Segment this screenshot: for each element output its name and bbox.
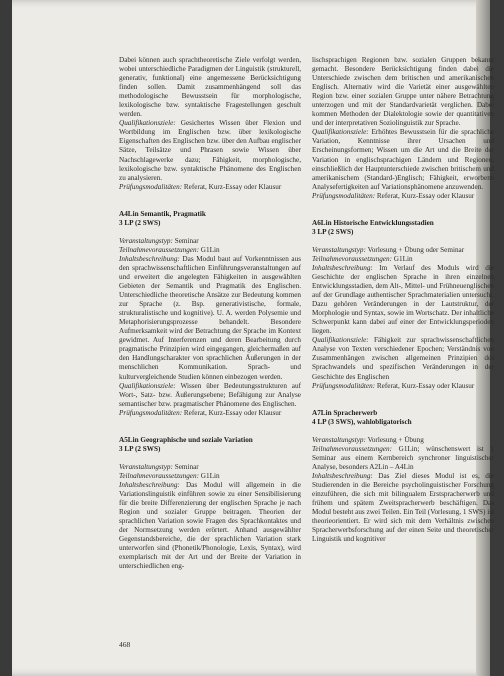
label: Teilnahmevoraussetzungen: bbox=[119, 471, 199, 480]
a6-pruefung bbox=[312, 382, 494, 391]
a7-type bbox=[312, 436, 494, 445]
text: G1Lin bbox=[199, 245, 220, 254]
a4-prereq bbox=[119, 246, 301, 255]
text: Vorlesung + Übung oder Seminar bbox=[365, 245, 465, 254]
text: Das Modul will allgemein in die Variationslinguistik einführen sowie zu einer Sensibilisierung für die breite Differenzierung der englischen Sprache je nach Region und sozialer Gruppe beitragen. Theorien der sprachlichen Variation sowie Fragen des Sprachkontaktes und der Normsetzung werden erörtert. Anhand ausgewählter Gegenstandsbereiche, die der sprachlichen Variation stark unterworfen sind (Phonetik/Phonologie, Lexis, Syntax), wird exemplarisch mit der Art und der Breite der Variation in unterschiedlichen eng- bbox=[119, 480, 301, 571]
text: Referat, Kurz-Essay oder Klausur bbox=[182, 408, 282, 417]
a7-heading: A7Lin Spracherwerb bbox=[312, 408, 378, 417]
intro-pruefung bbox=[119, 183, 301, 192]
text: Das Modul baut auf Vorkenntnissen aus den sprachwissenschaftlichen Einführungsveranstaltungen auf und erweitert die angelegten Fähigkeiten in ausgewählten Gebieten der Semantik und Pragmatik des Englischen. Unterschiedliche theoretische Ansätze zur Bedeutung kommen zur Sprache (z. Bsp. generativistische, formale, strukturalistische und kognitive). U. A. werden Polysemie und Metaphorisierungsprozesse behandelt. Besondere Aufmerksamkeit wird der Betrachtung der Sprache im Kontext gewidmet. Auf Interferenzen und deren Bearbeitung durch pragmatische Prinzipien wird eingegangen, gleichermaßen auf den Handlungscharakter von sprachlichen Äußerungen in der menschlichen Kommunikation. Sprach- und kulturvergleichende Studien können einbezogen werden. bbox=[119, 254, 301, 381]
text: Das Ziel dieses Modul ist es, die Studierenden in die Bereiche psycholinguistischer Forschung einzuführen, die sich mit bilingualem Erstspracherwerb und frühem und spätem Zweitspracherwerb beschäftigen. Das Modul besteht aus zwei Teilen. Ein Teil (Vorlesung, 1 SWS) ist theorieorientiert. Er wird sich mit dem Verhältnis zwischen Spracherwerbsforschung auf der einen Seite und theoretischer Linguistik und kognitiver bbox=[312, 471, 494, 544]
text: Im Verlauf des Moduls wird die Geschichte der englischen Sprache in ihren einzelnen Entwicklungsstadien, dem Alt-, Mittel- und Frühneuenglischen auf der Grundlage authentischer Sprachmaterialien untersucht. Dazu gehören Veränderungen in der Lautstruktur, der Morphologie und Syntax, sowie im Wortschatz. Der inhaltliche Schwerpunkt kann dabei auf einer der Entwicklungsperioden liegen. bbox=[312, 263, 494, 336]
text: G1Lin bbox=[392, 254, 413, 263]
a7-credits: 4 LP (3 SWS), wahlobligatorisch bbox=[312, 417, 412, 426]
text: Wissen über Bedeutungsstrukturen auf Wort-, Satz- bzw. Äußerungsebene; Befähigung zur Analyse semantischer bzw. pragmatischer Phänomene des Englischen. bbox=[119, 381, 301, 408]
label: Prüfungsmodalitäten: bbox=[312, 381, 376, 390]
right-column bbox=[312, 56, 494, 544]
label: Veranstaltungstyp: bbox=[312, 435, 366, 444]
label: Prüfungsmodalitäten: bbox=[312, 191, 376, 200]
a7-prereq bbox=[312, 445, 494, 472]
a5-qualification bbox=[312, 128, 494, 191]
label: Prüfungsmodalitäten: bbox=[119, 408, 183, 417]
a5-prereq bbox=[119, 472, 301, 481]
text: Gesichertes Wissen über Flexion und Wortbildung im Englischen bzw. über lexikologische Eigenschaften des Englischen bzw. über den Aufbau englischer Sätze, Teilsätze und Phrasen sowie Wissen über Nachschlagewerke dazu; Fähigkeit, morphologische, lexikologische bzw. syntaktische Phänomene des Englischen zu analysieren. bbox=[119, 119, 301, 182]
label: Inhaltsbeschreibung: bbox=[312, 471, 373, 480]
a4-description bbox=[119, 255, 301, 382]
a5-continuation: lischsprachigen Regionen bzw. sozialen Gruppen bekannt gemacht. Besondere Berücksichtigung finden dabei die Unterschiede zwischen dem britischen und amerikanischen Englisch. Alternativ wird die Varietät einer ausgewählten Region bzw. einer sozialen Gruppe unter nähere Betrachtung unterzogen und mit der Standardvarietät verglichen. Dabei kommen Methoden der Dialektologie sowie der quantitativen und der interpretativen Soziolinguistik zur Sprache. bbox=[312, 56, 494, 128]
text: Seminar bbox=[172, 236, 199, 245]
a5-credits: 3 LP (2 SWS) bbox=[119, 444, 161, 453]
page-number: 468 bbox=[119, 640, 131, 649]
a4-heading: A4Lin Semantik, Pragmatik bbox=[119, 209, 206, 218]
label: Veranstaltungstyp: bbox=[119, 236, 173, 245]
a4-credits: 3 LP (2 SWS) bbox=[119, 218, 161, 227]
intro-qualification bbox=[119, 119, 301, 182]
label: Inhaltsbeschreibung: bbox=[312, 263, 373, 272]
label: Prüfungsmodalitäten: bbox=[119, 182, 183, 191]
a6-credits: 3 LP (2 SWS) bbox=[312, 227, 354, 236]
book-page bbox=[12, 0, 494, 676]
label: Veranstaltungstyp: bbox=[312, 245, 366, 254]
text: G1Lin; wünschenswert ist 1 Seminar aus einem Kernbereich synchroner linguistischer Analyse, besonders A2Lin – A4Lin bbox=[312, 444, 494, 471]
a5-type bbox=[119, 463, 301, 472]
a6-heading: A6Lin Historische Entwicklungsstadien bbox=[312, 218, 434, 227]
text: Referat, Kurz-Essay oder Klausur bbox=[182, 182, 282, 191]
left-column bbox=[119, 56, 301, 571]
label: Teilnahmevoraussetzungen: bbox=[119, 245, 199, 254]
text: Seminar bbox=[172, 462, 199, 471]
label: Inhaltsbeschreibung: bbox=[119, 254, 180, 263]
a6-type bbox=[312, 246, 494, 255]
a6-description bbox=[312, 264, 494, 336]
a4-qualification bbox=[119, 382, 301, 409]
text: Erhöhtes Bewusstsein für die sprachliche Variation, Kenntnisse ihrer Ursachen und Erscheinungsformen; Wissen um die Art und die Breite der Variation in englischsprachigen Ländern und Regionen, einschließlich der Hauptunterschiede zwischen britischem und amerikanischem (Standard-)Englisch; Fähigkeit, erworbene Analysefertigkeiten auf Variationsphänomene anzuwenden. bbox=[312, 128, 494, 191]
a6-qualification bbox=[312, 336, 494, 381]
label: Veranstaltungstyp: bbox=[119, 462, 173, 471]
a5-heading: A5Lin Geographische und soziale Variation bbox=[119, 435, 253, 444]
a6-prereq bbox=[312, 255, 494, 264]
label: Teilnahmevoraussetzungen: bbox=[312, 254, 392, 263]
text: Fähigkeit zur sprachwissenschaftlichen Analyse von Texten verschiedener Epochen; Verständnis von Zusammenhängen zwischen allgemeinen Prinzipien des Sprachwandels und spezifischen Veränderungen in der Geschichte des Englischen bbox=[312, 336, 494, 381]
label: Qualifikationsziele: bbox=[312, 128, 369, 137]
label: Qualifikationsziele: bbox=[119, 119, 176, 128]
a4-pruefung bbox=[119, 409, 301, 418]
a5-pruefung bbox=[312, 192, 494, 201]
text: Referat, Kurz-Essay oder Klausur bbox=[375, 381, 475, 390]
a7-description bbox=[312, 472, 494, 544]
text: G1Lin bbox=[199, 471, 220, 480]
label: Qualifikationsziele: bbox=[312, 336, 369, 345]
label: Teilnahmevoraussetzungen: bbox=[312, 444, 392, 453]
intro-paragraph: Dabei können auch sprachtheoretische Ziele verfolgt werden, wobei unterschiedliche Paradigmen der Linguistik (strukturell, generativ, funktional) eine angemessene Berücksichtigung finden sollen. Damit zusammenhängend soll das methodologische Bewusstsein für morphologische, lexikologische bzw. syntaktische Fragestellungen geschult werden. bbox=[119, 56, 301, 119]
label: Qualifikationsziele: bbox=[119, 381, 176, 390]
a5-description bbox=[119, 481, 301, 571]
text: Referat, Kurz-Essay oder Klausur bbox=[375, 191, 475, 200]
label: Inhaltsbeschreibung: bbox=[119, 480, 180, 489]
text: Vorlesung + Übung bbox=[365, 435, 424, 444]
a4-type bbox=[119, 237, 301, 246]
